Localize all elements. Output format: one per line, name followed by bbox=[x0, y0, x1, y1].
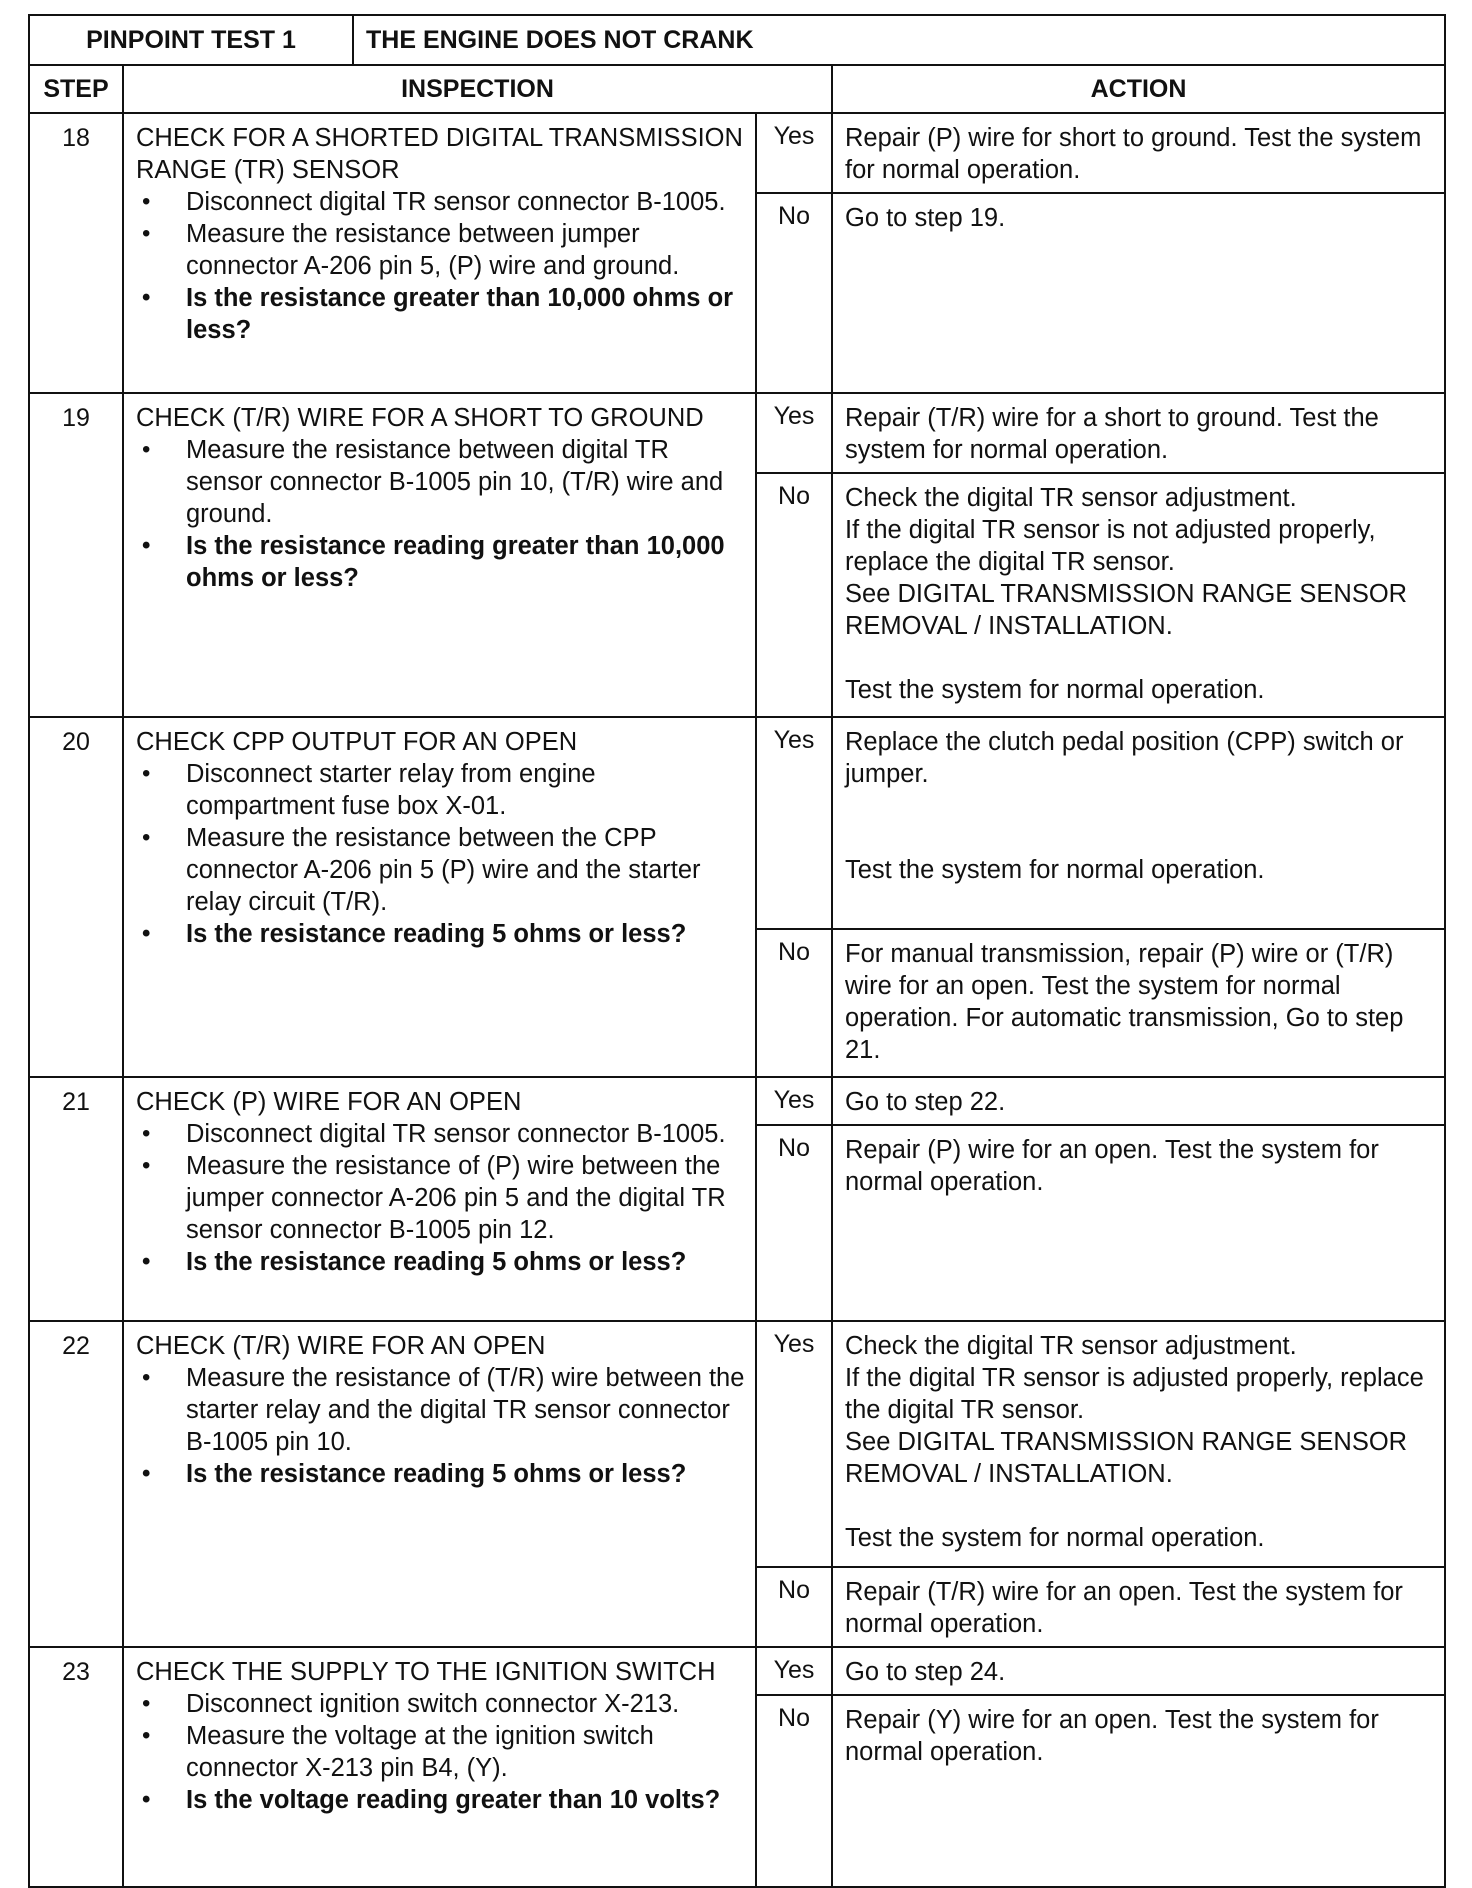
step-number: 20 bbox=[29, 717, 123, 1077]
action-text: Check the digital TR sensor adjustment. bbox=[845, 484, 1297, 512]
action-text: Test the system for normal operation. bbox=[845, 856, 1265, 884]
column-header-step: STEP bbox=[29, 65, 123, 113]
yes-action bbox=[832, 1077, 1445, 1125]
action-text: Check the digital TR sensor adjustment. bbox=[845, 1332, 1297, 1360]
table-row bbox=[29, 1077, 1445, 1125]
table-row bbox=[29, 1647, 1445, 1695]
inspection-question: • Is the resistance greater than 10,000 ohms or less? bbox=[136, 282, 747, 346]
action-spacer bbox=[845, 642, 1436, 674]
yes-label: Yes bbox=[756, 393, 832, 473]
action-text: Go to step 22. bbox=[845, 1088, 1006, 1116]
yes-label: Yes bbox=[756, 717, 832, 929]
no-label: No bbox=[756, 929, 832, 1077]
action-text: If the digital TR sensor is adjusted properly, replace the digital TR sensor. bbox=[845, 1364, 1424, 1424]
step-number: 19 bbox=[29, 393, 123, 717]
inspection-title: CHECK (T/R) WIRE FOR A SHORT TO GROUND bbox=[136, 404, 704, 432]
inspection-question: • Is the resistance reading 5 ohms or less? bbox=[136, 1458, 747, 1490]
inspection-title: CHECK THE SUPPLY TO THE IGNITION SWITCH bbox=[136, 1658, 716, 1686]
no-label: No bbox=[756, 1695, 832, 1887]
action-text: Repair (T/R) wire for an open. Test the system for normal operation. bbox=[845, 1578, 1403, 1638]
no-label: No bbox=[756, 1125, 832, 1321]
table-row bbox=[29, 717, 1445, 929]
inspection-title: CHECK FOR A SHORTED DIGITAL TRANSMISSION RANGE (TR) SENSOR bbox=[136, 124, 743, 184]
table-row bbox=[29, 1321, 1445, 1567]
inspection-question: • Is the resistance reading greater than 10,000 ohms or less? bbox=[136, 530, 747, 594]
action-text: See DIGITAL TRANSMISSION RANGE SENSOR REMOVAL / INSTALLATION. bbox=[845, 1428, 1408, 1488]
action-text: Test the system for normal operation. bbox=[845, 1524, 1265, 1552]
no-action bbox=[832, 1567, 1445, 1647]
inspection-cell bbox=[123, 1077, 756, 1321]
inspection-bullet: • Disconnect digital TR sensor connector B-1005. bbox=[136, 1118, 747, 1150]
no-action bbox=[832, 193, 1445, 393]
step-number: 18 bbox=[29, 113, 123, 393]
action-spacer bbox=[845, 822, 1436, 854]
action-text: Replace the clutch pedal position (CPP) switch or jumper. bbox=[845, 728, 1404, 788]
yes-action bbox=[832, 1321, 1445, 1567]
inspection-bullet: • Measure the resistance between jumper connector A-206 pin 5, (P) wire and ground. bbox=[136, 218, 747, 282]
yes-action bbox=[832, 113, 1445, 193]
no-label: No bbox=[756, 193, 832, 393]
action-text: Go to step 24. bbox=[845, 1658, 1006, 1686]
column-header-inspection: INSPECTION bbox=[123, 65, 832, 113]
inspection-bullet: • Measure the resistance of (T/R) wire between the starter relay and the digital TR sensor connector B-1005 pin 10. bbox=[136, 1362, 747, 1458]
inspection-bullet: • Measure the voltage at the ignition switch connector X-213 pin B4, (Y). bbox=[136, 1720, 747, 1784]
inspection-title: CHECK (P) WIRE FOR AN OPEN bbox=[136, 1088, 522, 1116]
action-text: If the digital TR sensor is not adjusted properly, replace the digital TR sensor. bbox=[845, 516, 1376, 576]
column-header-action: ACTION bbox=[832, 65, 1445, 113]
inspection-cell bbox=[123, 1647, 756, 1887]
no-action bbox=[832, 1695, 1445, 1887]
inspection-question: • Is the resistance reading 5 ohms or less? bbox=[136, 1246, 747, 1278]
step-number: 21 bbox=[29, 1077, 123, 1321]
table-row bbox=[29, 113, 1445, 193]
action-text: Test the system for normal operation. bbox=[845, 676, 1265, 704]
inspection-bullet: • Measure the resistance between the CPP connector A-206 pin 5 (P) wire and the starter relay circuit (T/R). bbox=[136, 822, 747, 918]
no-label: No bbox=[756, 473, 832, 717]
yes-action bbox=[832, 717, 1445, 929]
step-number: 23 bbox=[29, 1647, 123, 1887]
inspection-cell bbox=[123, 113, 756, 393]
inspection-title: CHECK CPP OUTPUT FOR AN OPEN bbox=[136, 728, 578, 756]
action-text: For manual transmission, repair (P) wire or (T/R) wire for an open. Test the system for normal operation. For automatic transmission, Go to step 21. bbox=[845, 940, 1404, 1064]
yes-label: Yes bbox=[756, 113, 832, 193]
yes-action bbox=[832, 1647, 1445, 1695]
inspection-bullet: • Disconnect ignition switch connector X-213. bbox=[136, 1688, 747, 1720]
inspection-question: • Is the voltage reading greater than 10 volts? bbox=[136, 1784, 747, 1816]
no-action bbox=[832, 473, 1445, 717]
no-action bbox=[832, 1125, 1445, 1321]
action-text: Repair (Y) wire for an open. Test the system for normal operation. bbox=[845, 1706, 1379, 1766]
action-text: Go to step 19. bbox=[845, 204, 1006, 232]
inspection-cell bbox=[123, 717, 756, 1077]
inspection-cell bbox=[123, 393, 756, 717]
inspection-bullet: • Measure the resistance between digital TR sensor connector B-1005 pin 10, (T/R) wire and ground. bbox=[136, 434, 747, 530]
pinpoint-test-page bbox=[28, 14, 1444, 1888]
action-text: Repair (T/R) wire for a short to ground. Test the system for normal operation. bbox=[845, 404, 1379, 464]
inspection-cell bbox=[123, 1321, 756, 1647]
test-title: THE ENGINE DOES NOT CRANK bbox=[366, 26, 754, 54]
yes-action bbox=[832, 393, 1445, 473]
pinpoint-test-table bbox=[28, 14, 1446, 1888]
test-label: PINPOINT TEST 1 bbox=[30, 16, 354, 64]
inspection-bullet: • Disconnect starter relay from engine compartment fuse box X-01. bbox=[136, 758, 747, 822]
action-text: See DIGITAL TRANSMISSION RANGE SENSOR REMOVAL / INSTALLATION. bbox=[845, 580, 1408, 640]
action-spacer bbox=[845, 790, 1436, 822]
table-row bbox=[29, 393, 1445, 473]
inspection-bullet: • Disconnect digital TR sensor connector B-1005. bbox=[136, 186, 747, 218]
inspection-question: • Is the resistance reading 5 ohms or less? bbox=[136, 918, 747, 950]
no-label: No bbox=[756, 1567, 832, 1647]
action-spacer bbox=[845, 1490, 1436, 1522]
yes-label: Yes bbox=[756, 1647, 832, 1695]
table-header bbox=[29, 15, 1445, 65]
yes-label: Yes bbox=[756, 1321, 832, 1567]
inspection-title: CHECK (T/R) WIRE FOR AN OPEN bbox=[136, 1332, 546, 1360]
inspection-bullet: • Measure the resistance of (P) wire between the jumper connector A-206 pin 5 and the digital TR sensor connector B-1005 pin 12. bbox=[136, 1150, 747, 1246]
no-action bbox=[832, 929, 1445, 1077]
yes-label: Yes bbox=[756, 1077, 832, 1125]
action-text: Repair (P) wire for an open. Test the system for normal operation. bbox=[845, 1136, 1379, 1196]
action-text: Repair (P) wire for short to ground. Test the system for normal operation. bbox=[845, 124, 1422, 184]
step-number: 22 bbox=[29, 1321, 123, 1647]
